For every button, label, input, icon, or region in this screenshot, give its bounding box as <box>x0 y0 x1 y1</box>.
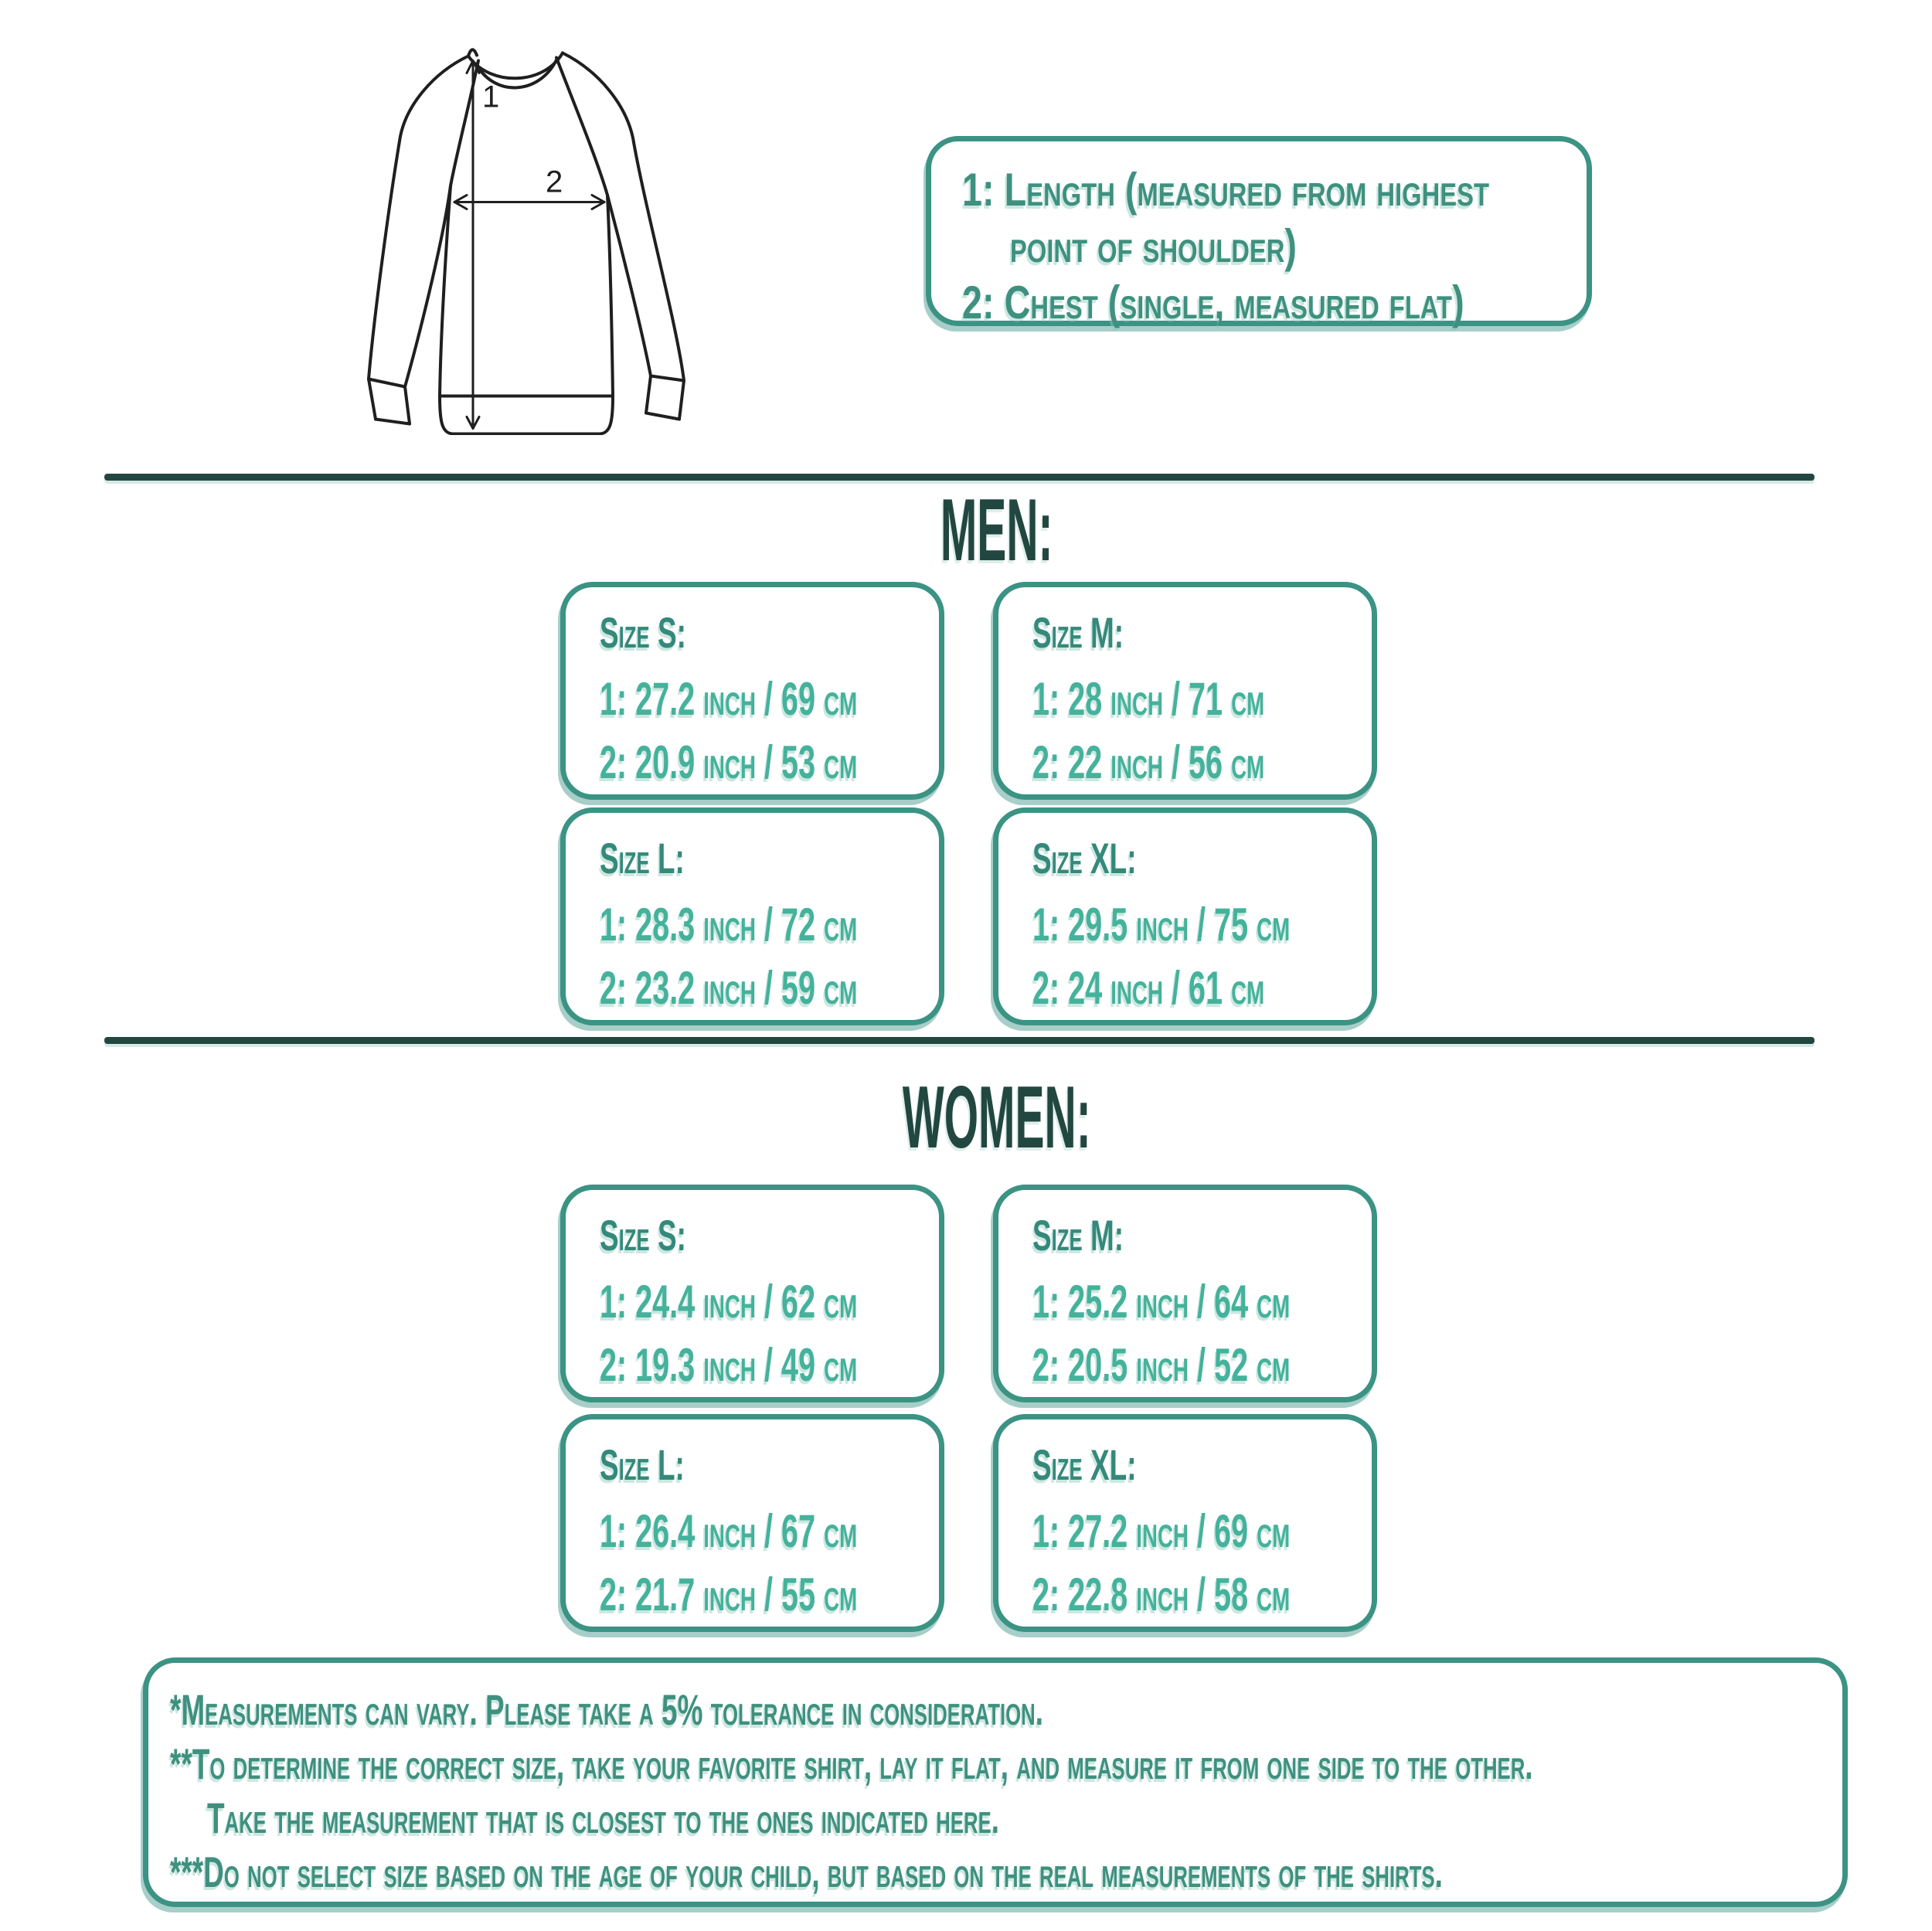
size-box-men-l <box>560 807 944 1025</box>
size-label: Size S: <box>600 608 686 657</box>
size-label: Size S: <box>600 1211 686 1260</box>
legend-line: 2: Chest (single, measured flat) <box>962 277 1464 328</box>
measurement-line-2: 2: 24 inch / 61 cm <box>1032 962 1265 1014</box>
size-box-women-s <box>560 1185 944 1402</box>
measurement-line-1: 1: 27.2 inch / 69 cm <box>600 673 858 725</box>
footnote-line: Take the measurement that is closest to the ones indicated here. <box>207 1793 1000 1842</box>
shirt-diagram <box>325 14 757 435</box>
size-label: Size M: <box>1032 1211 1124 1260</box>
measurement-line-2: 2: 22 inch / 56 cm <box>1032 736 1265 788</box>
size-box-men-xl <box>993 807 1377 1025</box>
men-heading: MEN: <box>940 481 1053 580</box>
length-arrow <box>467 61 479 429</box>
measurement-line-2: 2: 19.3 inch / 49 cm <box>600 1339 858 1391</box>
legend-line: point of shoulder) <box>1010 220 1298 272</box>
measurement-line-1: 1: 26.4 inch / 67 cm <box>600 1505 858 1557</box>
footnote-line: **To determine the correct size, take your favorite shirt, lay it flat, and measure it from one side to the other. <box>170 1739 1533 1788</box>
measurement-line-2: 2: 23.2 inch / 59 cm <box>600 962 858 1014</box>
measurement-line-1: 1: 28 inch / 71 cm <box>1032 673 1265 725</box>
size-box-women-m <box>993 1185 1377 1402</box>
size-label: Size M: <box>1032 608 1124 657</box>
legend-line: 1: Length (measured from highest <box>962 164 1489 216</box>
arrow2-number: 2 <box>546 165 563 199</box>
size-label: Size XL: <box>1032 1440 1137 1489</box>
arrow1-number: 1 <box>482 80 500 114</box>
chest-arrow <box>454 195 604 209</box>
measurement-line-1: 1: 28.3 inch / 72 cm <box>600 899 858 950</box>
size-label: Size L: <box>600 1440 685 1489</box>
measurement-line-2: 2: 20.9 inch / 53 cm <box>600 736 858 788</box>
measurement-line-1: 1: 25.2 inch / 64 cm <box>1032 1276 1291 1328</box>
size-box-women-xl <box>993 1414 1377 1632</box>
footnote-line: *Measurements can vary. Please take a 5% tolerance in consideration. <box>170 1685 1044 1734</box>
section-divider <box>104 1037 1815 1044</box>
legend-box <box>926 136 1592 326</box>
measurement-line-1: 1: 29.5 inch / 75 cm <box>1032 899 1291 950</box>
shirt-outline <box>369 49 684 433</box>
size-box-women-l <box>560 1414 944 1632</box>
women-heading: WOMEN: <box>903 1069 1091 1167</box>
measurement-line-1: 1: 24.4 inch / 62 cm <box>600 1276 858 1328</box>
size-label: Size L: <box>600 834 685 882</box>
section-divider <box>104 474 1815 481</box>
footnote-line: ***Do not select size based on the age of your child, but based on the real measurements of the shirts. <box>170 1848 1443 1896</box>
footnotes-box <box>143 1657 1848 1907</box>
size-box-men-m <box>993 582 1377 800</box>
size-label: Size XL: <box>1032 834 1137 882</box>
measurement-line-2: 2: 20.5 inch / 52 cm <box>1032 1339 1291 1391</box>
measurement-line-2: 2: 22.8 inch / 58 cm <box>1032 1569 1291 1620</box>
measurement-line-2: 2: 21.7 inch / 55 cm <box>600 1569 858 1620</box>
size-box-men-s <box>560 582 944 800</box>
measurement-line-1: 1: 27.2 inch / 69 cm <box>1032 1505 1291 1557</box>
